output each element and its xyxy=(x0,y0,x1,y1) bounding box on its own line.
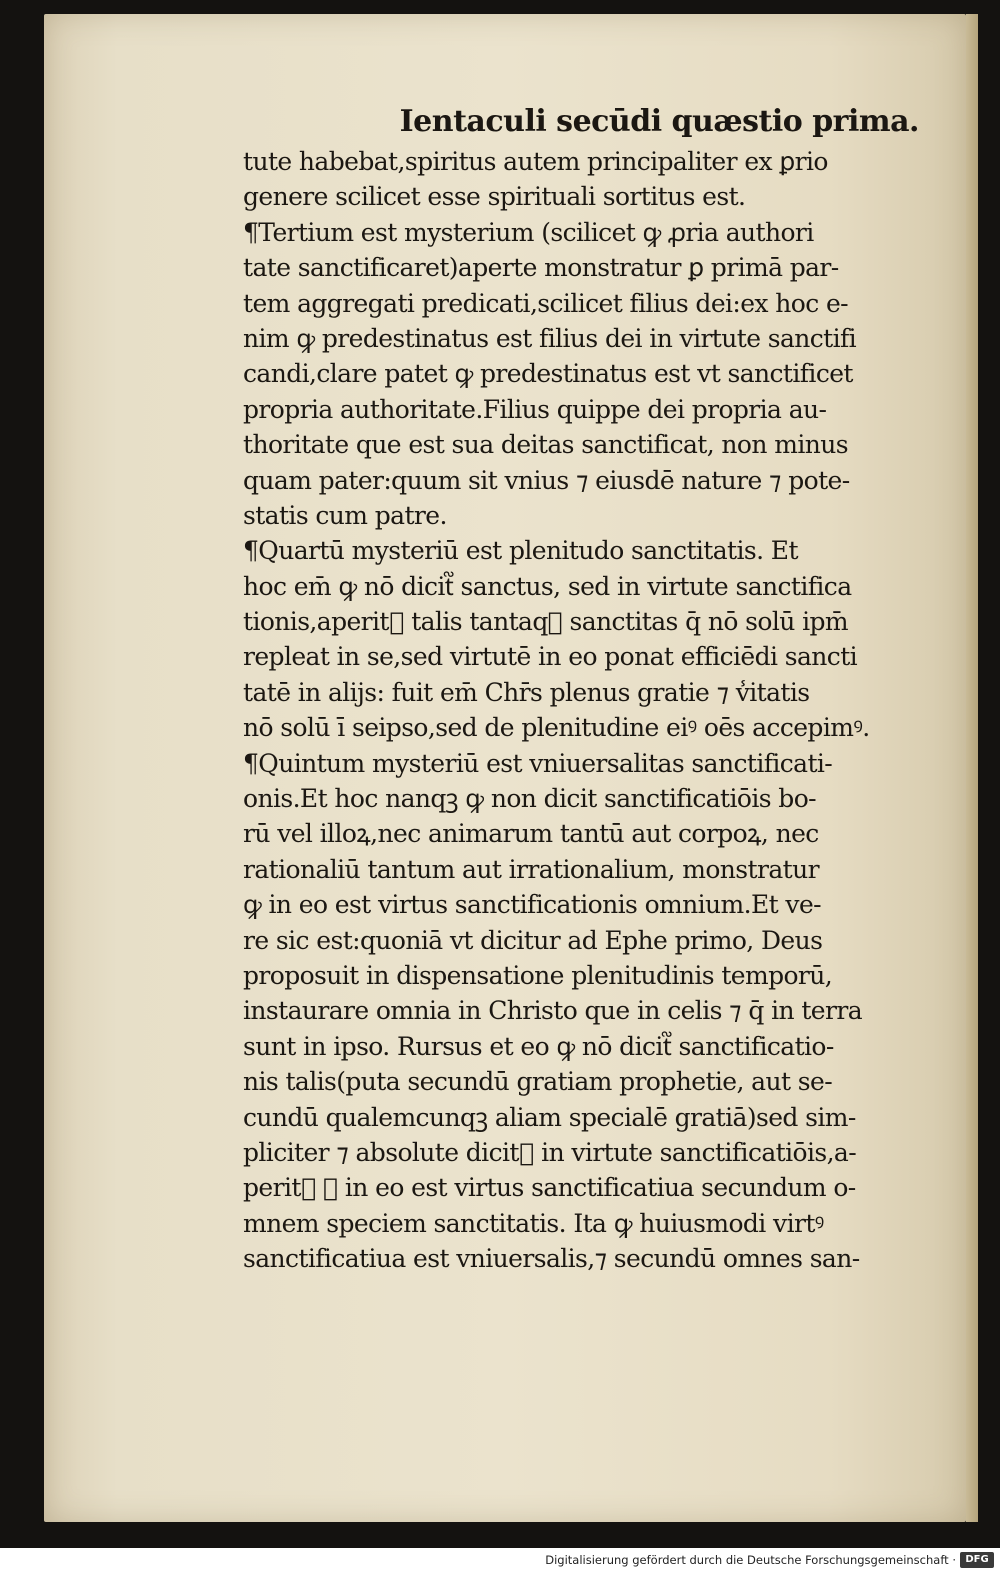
text-line: ¶Quartū mysteriū est plenitudo sanctitatis. Et xyxy=(243,536,798,566)
text-line: cundū qualemcunqꝫ aliam specialē gratiā)sed sim- xyxy=(243,1102,856,1132)
text-lines xyxy=(243,144,925,1277)
text-line: onis.Et hoc nanqꝫ ꝙ non dicit sanctificatiōis bo- xyxy=(243,784,817,814)
text-line: mnem speciem sanctitatis. Ita ꝙ huiusmodi virtꝰ xyxy=(243,1208,824,1238)
text-line: rū vel illoꝝ,nec animarum tantū aut corpoꝝ, nec xyxy=(243,819,819,849)
footer-credit: Digitalisierung gefördert durch die Deutsche Forschungsgemeinschaft · xyxy=(545,1553,956,1567)
running-head: Ientaculi secūdi quæstio prima. xyxy=(399,104,919,139)
text-line: hoc em̄ ꝙ nō dicit᷑ sanctus, sed in virtute sanctifica xyxy=(243,571,852,601)
text-line: sunt in ipso. Rursus et eo ꝙ nō dicit᷑ sanctificatio- xyxy=(243,1031,834,1061)
text-line: instaurare omnia in Christo que in celis ⁊ q̄ in terra xyxy=(243,996,862,1026)
text-line: statis cum patre. xyxy=(243,500,447,530)
text-line: ¶Quintum mysteriū est vniuersalitas sanctificati- xyxy=(243,748,833,778)
text-line: genere scilicet esse spirituali sortitus est. xyxy=(243,182,746,212)
text-line: ꝙ in eo est virtus sanctificationis omnium.Et ve- xyxy=(243,890,821,920)
text-line: propria authoritate.Filius quippe dei propria au- xyxy=(243,394,827,424)
dfg-logo-badge: DFG xyxy=(960,1552,994,1568)
text-line: nō solū ī seipso,sed de plenitudine eiꝰ oēs accepimꝰ. xyxy=(243,713,870,743)
text-line: re sic est:quoniā vt dicitur ad Ephe primo, Deus xyxy=(243,925,823,955)
text-line: sanctificatiua est vniuersalis,⁊ secundū omnes san- xyxy=(243,1244,860,1274)
text-line: quam pater:quum sit vnius ⁊ eiusdē nature ⁊ pote- xyxy=(243,465,850,495)
page-edge xyxy=(966,14,978,1522)
text-line: pliciter ⁊ absolute dicit᷑ in virtute sanctificatiōis,a- xyxy=(243,1137,857,1167)
text-line: proposuit in dispensatione plenitudinis temporū, xyxy=(243,960,833,990)
text-line: thoritate que est sua deitas sanctificat, non minus xyxy=(243,430,848,460)
text-line: perit᷑ ꝙ in eo est virtus sanctificatiua secundum o- xyxy=(243,1173,856,1203)
text-line: candi,clare patet ꝙ predestinatus est vt sanctificet xyxy=(243,359,853,389)
text-line: ¶Tertium est mysterium (scilicet ꝙ ꝓria authori xyxy=(243,217,814,247)
text-line: nim ꝙ predestinatus est filius dei in virtute sanctifi xyxy=(243,323,857,353)
text-line: tate sanctificaret)aperte monstratur ꝑ primā par- xyxy=(243,253,839,283)
text-block xyxy=(243,100,925,1277)
text-line: tionis,aperit᷑ talis tantaqꝫ sanctitas q̄ nō solū ipm̄ xyxy=(243,607,848,637)
text-line: tem aggregati predicati,scilicet filius dei:ex hoc e- xyxy=(243,288,849,318)
text-line: tute habebat,spiritus autem principaliter ex ꝑrio xyxy=(243,147,828,176)
text-line: tatē in alijs: fuit em̄ Chr̄s plenus gratie ⁊ v̾itatis xyxy=(243,677,810,707)
text-line: nis talis(puta secundū gratiam prophetie, aut se- xyxy=(243,1067,833,1097)
text-line: rationaliū tantum aut irrationalium, monstratur xyxy=(243,854,819,884)
text-line: repleat in se,sed virtutē in eo ponat efficiēdi sancti xyxy=(243,642,858,672)
